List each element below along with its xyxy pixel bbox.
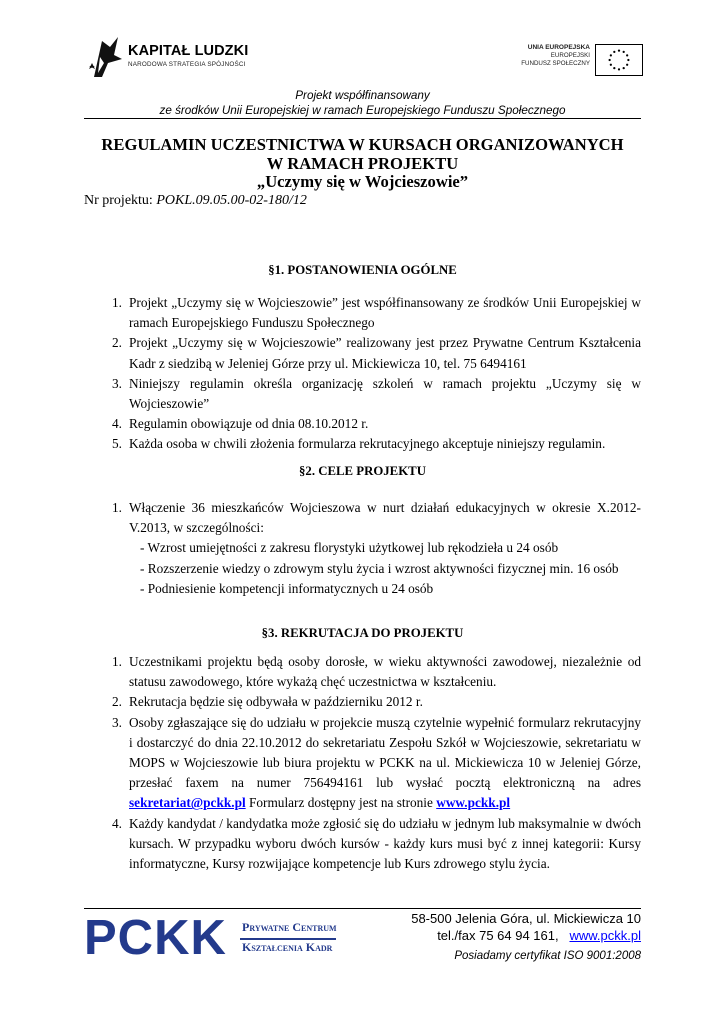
goal-item: - Rozszerzenie wiedzy o zdrowym stylu życia i wzrost aktywności fizycznej min. 16 osób	[140, 560, 619, 576]
item-text-part: Formularz dostępny jest na stronie	[245, 795, 437, 811]
section3-list	[84, 652, 641, 874]
cofinancing-line1: Projekt współfinansowany	[295, 89, 430, 102]
item-number: 4.	[112, 416, 122, 432]
kapital-ludzki-emblem-icon	[88, 33, 124, 81]
item-text-part: Osoby zgłaszające się do udziału w projekcie muszą czytelnie wypełnić formularz rekrutacyjny i dostarczyć do dnia 22.10.2012 do sekretariatu Zespołu Szkół w Wojcieszowie, sekretariatu w MOPS w Wojcieszowie lub biura projektu w PCKK na ul. Mickiewicza 10 w Jeleniej Górze, przesłać faxem na numer 756494161 lub wysłać pocztą elektroniczną na adres	[129, 714, 641, 791]
item-number: 1.	[112, 654, 122, 669]
iso-certificate-note: Posiadamy certyfikat ISO 9001:2008	[454, 950, 641, 962]
footer-address: 58-500 Jelenia Góra, ul. Mickiewicza 10	[411, 911, 641, 926]
list-item	[84, 293, 641, 333]
footer-divider	[84, 908, 641, 909]
project-number-value: POKL.09.05.00-02-180/12	[156, 193, 307, 208]
eu-line3: FUNDUSZ SPOŁECZNY	[521, 60, 590, 67]
eu-line2: EUROPEJSKI	[550, 52, 590, 59]
eu-flag-icon	[595, 44, 643, 76]
footer-contact	[411, 910, 641, 944]
list-item	[84, 814, 641, 875]
footer-phone-line	[411, 927, 641, 944]
section2-title: §2. CELE PROJEKTU	[299, 464, 426, 478]
item-text: Rekrutacja będzie się odbywała w październiku 2012 r.	[129, 694, 423, 710]
section1-title: §1. POSTANOWIENIA OGÓLNE	[268, 263, 457, 277]
list-item	[84, 498, 641, 538]
pckk-logo-letters: PCKK	[84, 911, 227, 965]
item-number: 2.	[112, 335, 122, 351]
kapital-ludzki-logo	[88, 33, 258, 81]
item-text: Niniejszy regulamin określa organizację szkoleń w ramach projektu „Uczymy się w Wojcieszowie”	[129, 375, 641, 412]
item-number: 4.	[112, 815, 122, 831]
goal-item: - Wzrost umiejętności z zakresu florystyki użytkowej lub rękodzieła u 24 osób	[140, 540, 559, 556]
kapital-ludzki-subtitle: NARODOWA STRATEGIA SPÓJNOŚCI	[128, 61, 246, 68]
item-number: 3.	[112, 375, 122, 391]
item-text: Każdy kandydat / kandydatka może zgłosić się do udziału w jednym lub maksymalnie w dwóch kursach. W przypadku wyboru dwóch kursów - każdy kurs musi być z innej kategorii: Kursy informatyczne, Kursy rozwijające kompetencje lub Kurs zdrowego stylu życia.	[129, 815, 641, 872]
project-number-label: Nr projektu:	[84, 193, 157, 208]
pckk-logo-line2: Kształcenia Kadr	[242, 940, 333, 954]
header-divider	[84, 118, 641, 119]
list-item	[84, 333, 641, 373]
item-text: Projekt „Uczymy się w Wojcieszowie” realizowany jest przez Prywatne Centrum Kształcenia Kadr z siedzibą w Jeleniej Górze przy ul. Mickiewicza 10, tel. 75 6494161	[129, 335, 641, 371]
list-item	[84, 652, 641, 692]
list-item	[84, 713, 641, 814]
item-text	[129, 713, 641, 814]
item-number: 1.	[112, 295, 122, 310]
email-link[interactable]: sekretariat@pckk.pl	[129, 795, 246, 811]
cofinancing-note	[84, 89, 641, 118]
goal-item: - Podniesienie kompetencji informatycznych u 24 osób	[140, 580, 434, 596]
item-text: Każda osoba w chwili złożenia formularza rekrutacyjnego akceptuje niniejszy regulamin.	[129, 436, 606, 452]
section2-list	[84, 498, 641, 599]
item-text: Projekt „Uczymy się w Wojcieszowie” jest współfinansowany ze środków Unii Europejskiej w ramach Europejskiego Funduszu Społecznego	[129, 295, 641, 331]
item-number: 1.	[112, 500, 122, 515]
project-number	[84, 193, 307, 209]
title-line3: „Uczymy się w Wojcieszowie”	[256, 172, 469, 192]
footer-phone: tel./fax 75 64 94 161,	[437, 928, 559, 943]
eu-line1: UNIA EUROPEJSKA	[527, 44, 590, 51]
list-item	[84, 434, 641, 454]
item-number: 3.	[112, 714, 122, 730]
section1-list	[84, 293, 641, 455]
eu-logo	[498, 44, 643, 78]
title-line1: REGULAMIN UCZESTNICTWA W KURSACH ORGANIZOWANYCH	[101, 135, 624, 154]
item-number: 2.	[112, 694, 122, 710]
item-text: Włączenie 36 mieszkańców Wojcieszowa w nurt działań edukacyjnych w okresie X.2012-V.2013, w szczególności:	[129, 500, 641, 536]
section3-title: §3. REKRUTACJA DO PROJEKTU	[261, 626, 464, 640]
list-item	[84, 692, 641, 712]
item-text: Regulamin obowiązuje od dnia 08.10.2012 r.	[129, 416, 369, 432]
eu-logo-text	[521, 44, 590, 68]
website-link[interactable]: www.pckk.pl	[436, 795, 511, 811]
footer-website-link[interactable]: www.pckk.pl	[569, 928, 641, 943]
list-item	[84, 414, 641, 434]
pckk-logo-line1: Prywatne Centrum	[242, 920, 337, 934]
cofinancing-line2: ze środków Unii Europejskiej w ramach Europejskiego Funduszu Społecznego	[159, 103, 566, 117]
document-title	[84, 136, 641, 192]
title-line2: W RAMACH PROJEKTU	[266, 153, 459, 173]
list-item	[84, 374, 641, 414]
item-text: Uczestnikami projektu będą osoby dorosłe, w wieku aktywności zawodowej, niezależnie od statusu zawodowego, które wykażą chęć uczestnictwa w kształceniu.	[129, 654, 641, 690]
pckk-logo	[84, 911, 364, 965]
item-number: 5.	[112, 436, 122, 452]
kapital-ludzki-title: KAPITAŁ LUDZKI	[128, 43, 249, 59]
